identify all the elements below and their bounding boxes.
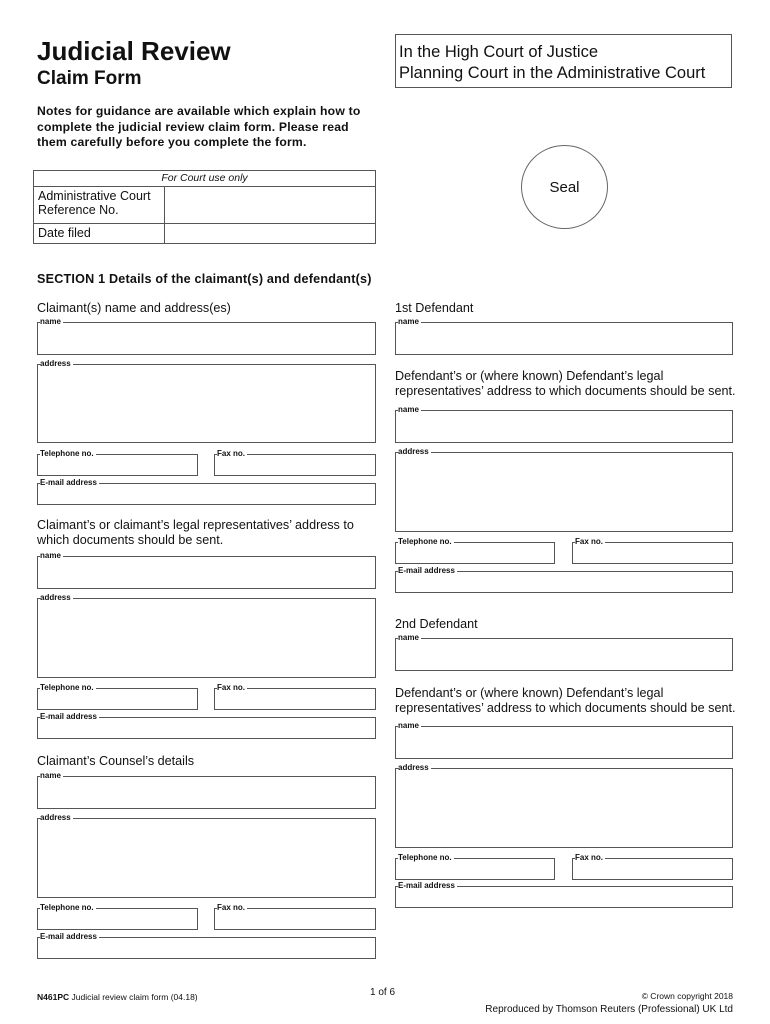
claimant-email-field[interactable]: E-mail address [37,483,376,505]
counsel-address-field[interactable]: address [37,818,376,898]
defendant2-name-field[interactable]: name [395,638,733,671]
defendant1-rep-heading: Defendant’s or (where known) Defendant’s legal representatives’ address to which documents should be sent. [395,369,736,398]
claimant-fax-field[interactable]: Fax no. [214,454,376,476]
reference-label: Administrative Court Reference No. [34,187,165,224]
claimant-name-field[interactable]: name [37,322,376,355]
defendant2-address-field[interactable]: address [395,768,733,848]
court-line-2: Planning Court in the Administrative Court [399,64,706,82]
defendant1-fax-field[interactable]: Fax no. [572,542,733,564]
defendant1-email-field[interactable]: E-mail address [395,571,733,593]
defendant2-fax-field[interactable]: Fax no. [572,858,733,880]
defendant1-address-field[interactable]: address [395,452,733,532]
claimant-rep-name-field[interactable]: name [37,556,376,589]
claimant-rep-fax-field[interactable]: Fax no. [214,688,376,710]
claimant-rep-email-field[interactable]: E-mail address [37,717,376,739]
guidance-notes: Notes for guidance are available which explain how to complete the judicial review claim form. Please read them carefully before you complete the form. [37,104,361,149]
reference-field[interactable] [165,187,376,224]
counsel-heading: Claimant’s Counsel’s details [37,754,195,768]
claimant-rep-heading: Claimant’s or claimant’s legal representatives’ address to which documents should be sent. [37,518,354,547]
defendant2-email-field[interactable]: E-mail address [395,886,733,908]
footer-form-name: Judicial review claim form (04.18) [71,992,198,1002]
form-title: Judicial Review [37,36,231,66]
counsel-name-field[interactable]: name [37,776,376,809]
defendant1-telephone-field[interactable]: Telephone no. [395,542,555,564]
footer-page-number: 1 of 6 [370,987,396,998]
court-box [395,34,732,88]
date-filed-field[interactable] [165,224,376,244]
defendant1-heading: 1st Defendant [395,301,474,315]
defendant1-rep-name-field[interactable]: name [395,410,733,443]
counsel-fax-field[interactable]: Fax no. [214,908,376,930]
claimant-heading: Claimant(s) name and address(es) [37,301,231,315]
court-use-heading: For Court use only [34,171,376,187]
counsel-telephone-field[interactable]: Telephone no. [37,908,198,930]
claimant-telephone-field[interactable]: Telephone no. [37,454,198,476]
date-filed-label: Date filed [34,224,165,244]
claimant-address-field[interactable]: address [37,364,376,443]
form-subtitle: Claim Form [37,68,142,89]
footer-reproduced: Reproduced by Thomson Reuters (Professional) UK Ltd [485,1004,733,1015]
defendant2-telephone-field[interactable]: Telephone no. [395,858,555,880]
counsel-email-field[interactable]: E-mail address [37,937,376,959]
defendant2-heading: 2nd Defendant [395,617,478,631]
claimant-rep-address-field[interactable]: address [37,598,376,678]
footer-copyright: © Crown copyright 2018 [641,991,733,1001]
defendant2-rep-name-field[interactable]: name [395,726,733,759]
court-line-1: In the High Court of Justice [399,43,599,61]
seal-label: Seal [549,178,580,196]
section1-heading: SECTION 1 Details of the claimant(s) and defendant(s) [37,272,372,286]
defendant1-name-field[interactable]: name [395,322,733,355]
defendant2-rep-heading: Defendant’s or (where known) Defendant’s legal representatives’ address to which documents should be sent. [395,686,736,715]
seal-circle [521,145,608,229]
court-use-table [33,170,376,244]
footer-form-id [37,992,198,1002]
footer-form-code: N461PC [37,992,70,1002]
claimant-rep-telephone-field[interactable]: Telephone no. [37,688,198,710]
